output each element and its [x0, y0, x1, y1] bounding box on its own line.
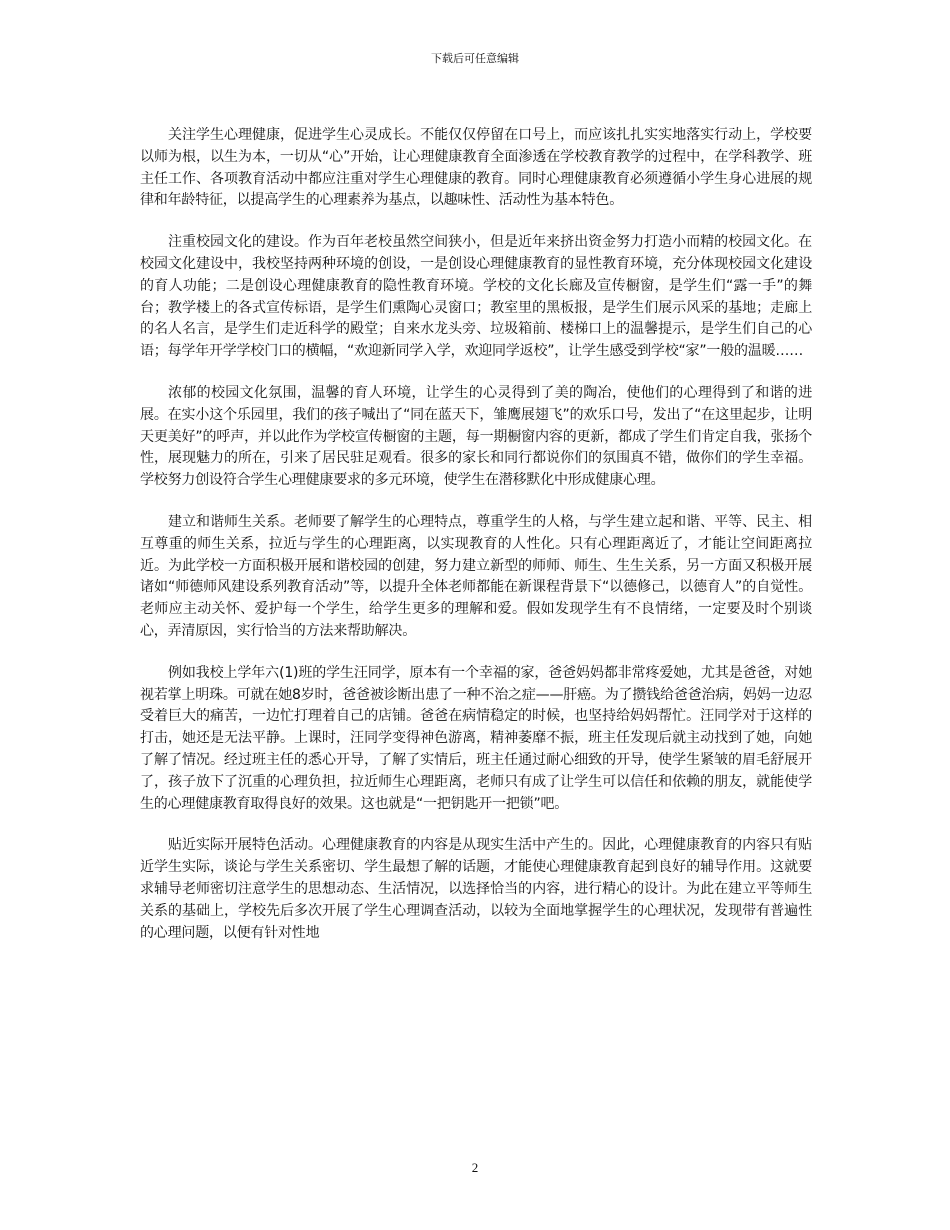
page-number: 2: [471, 1160, 479, 1175]
paragraph-culture-atmosphere: 浓郁的校园文化氛围，温馨的育人环境，让学生的心灵得到了美的陶冶，使他们的心理得到了和谐的进展。在实小这个乐园里，我们的孩子喊出了“同在蓝天下，雏鹰展翅飞”的欢乐口号，发出了“在这里起步，让明天更美好”的呼声，并以此作为学校宣传橱窗的主题，每一期橱窗内容的更新，都成了学生们肯定自我，张扬个性，展现魅力的所在，引来了居民驻足观看。很多的家长和同行都说你们的氛围真不错，做你们的学生幸福。学校努力创设符合学生心理健康要求的多元环境，使学生在潜移默化中形成健康心理。: [140, 384, 812, 489]
paragraph-featured-activities: 贴近实际开展特色活动。心理健康教育的内容是从现实生活中产生的。因此，心理健康教育的内容只有贴近学生实际，谈论与学生关系密切、学生最想了解的话题，才能使心理健康教育起到良好的辅导作用。这就要求辅导老师密切注意学生的思想动态、生活情况，以选择恰当的内容，进行精心的设计。为此在建立平等师生关系的基础上，学校先后多次开展了学生心理调查活动，以较为全面地掌握学生的心理状况，发现带有普遍性的心理问题，以便有针对性地: [140, 837, 812, 941]
paragraph-psych-health: 关注学生心理健康，促进学生心灵成长。不能仅仅停留在口号上，而应该扎扎实实地落实行动上，学校要以师为根，以生为本，一切从“心”开始，让心理健康教育全面渗透在学校教育教学的过程中，在学科教学、班主任工作、各项教育活动中都应注重对学生心理健康的教育。同时心理健康教育必须遵循小学生身心进展的规律和年龄特征，以提高学生的心理素养为基点，以趣味性、活动性为基本特色。: [140, 127, 812, 209]
paragraph-campus-culture: 注重校园文化的建设。作为百年老校虽然空间狭小，但是近年来挤出资金努力打造小而精的校园文化。在校园文化建设中，我校坚持两种环境的创设，一是创设心理健康教育的显性教育环境，充分体现校园文化建设的育人功能；二是创设心理健康教育的隐性教育环境。学校的文化长廊及宣传橱窗，是学生们“露一手”的舞台；教学楼上的各式宣传标语，是学生们熏陶心灵窗口；教室里的黑板报，是学生们展示风采的基地；走廊上的名人名言，是学生们走近科学的殿堂；自来水龙头旁、垃圾箱前、楼梯口上的温馨提示，是学生们自己的心语；每学年开学学校门口的横幅，“欢迎新同学入学，欢迎同学返校”，让学生感受到学校“家”一般的温暖……: [140, 234, 812, 360]
document-body: [140, 125, 812, 964]
paragraph-case-example: 例如我校上学年六(1)班的学生汪同学，原本有一个幸福的家，爸爸妈妈都非常疼爱她，尤其是爸爸，对她视若掌上明珠。可就在她8岁时，爸爸被诊断出患了一种不治之症——肝癌。为了攒钱给爸爸治病，妈妈一边忍受着巨大的痛苦，一边忙打理着自己的店铺。爸爸在病情稳定的时候，也坚持给妈妈帮忙。汪同学对于这样的打击，她还是无法平静。上课时，汪同学变得神色游离，精神萎靡不振，班主任发现后就主动找到了她，向她了解了情况。经过班主任的悉心开导，了解了实情后，班主任通过耐心细致的开导，使学生紧皱的眉毛舒展开了，孩子放下了沉重的心理负担，拉近师生心理距离，老师只有成了让学生可以信任和依赖的朋友，就能使学生的心理健康教育取得良好的效果。这也就是“一把钥匙开一把锁”吧。: [140, 664, 812, 812]
page-header: 下载后可任意编辑: [431, 52, 519, 65]
paragraph-teacher-student-relation: 建立和谐师生关系。老师要了解学生的心理特点，尊重学生的人格，与学生建立起和谐、平等、民主、相互尊重的师生关系，拉近与学生的心理距离，以实现教育的人性化。只有心理距离近了，才能让空间距离拉近。为此学校一方面积极开展和谐校园的创建，努力建立新型的师师、师生、生生关系，另一方面又积极开展诸如“师德师风建设系列教育活动”等，以提升全体老师都能在新课程背景下“以德修己，以德育人”的自觉性。老师应主动关怀、爱护每一个学生，给学生更多的理解和爱。假如发现学生有不良情绪，一定要及时个别谈心，弄清原因，实行恰当的方法来帮助解决。: [140, 513, 812, 639]
